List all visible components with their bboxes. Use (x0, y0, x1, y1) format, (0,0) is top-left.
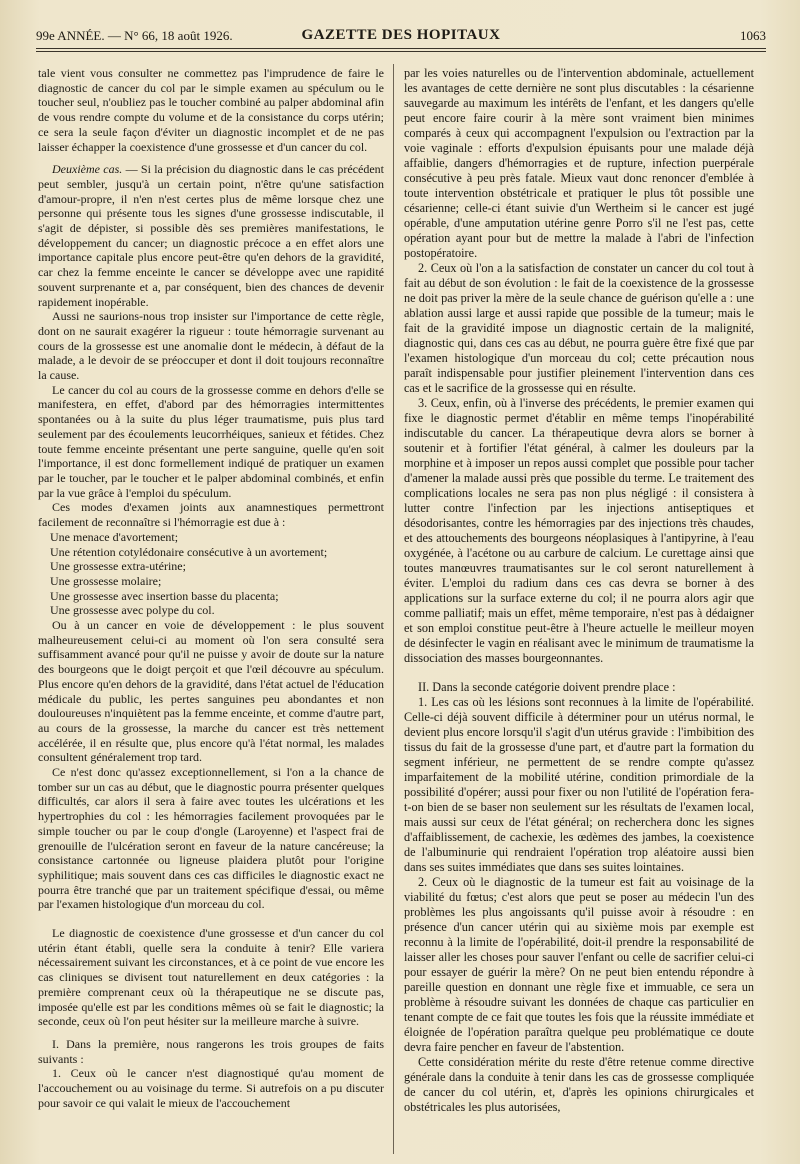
list-item: Une menace d'avortement; (50, 529, 179, 544)
paragraph: Ce n'est donc qu'assez exceptionnellement, si l'on a la chance de tomber sur un cas au début, que le diagnostic pourra présenter quelques difficultés, car alors il sera à faire avec toutes les ulcérations et les hypertrophies du col : les hémorragies facilement provoquées par le simple toucher ou par le coup d'ongle (Laroyenne) et l'aspect frai de grenouille de l'ulcération seront en faveur de la nature cancéreuse; la consistance cartonnée ou ligneuse plaidera plutôt pour l'origine syphilitique; mais souvent dans ces cas difficiles le diagnostic exact ne pourra être tranché que par un traitement spécifique d'essai, ou même par l'examen histologique d'un morceau du col. (38, 765, 384, 912)
list-item: Une grossesse avec insertion basse du placenta; (50, 588, 279, 603)
paragraph: Le cancer du col au cours de la grossesse comme en dehors d'elle se manifestera, en effet, d'abord par des hémorragies intermittentes spontanées ou à la suite du plus léger traumatisme, puis plus tard seulement par des écoulements leucorrhéiques, sanieux et fétides. Chez toute femme enceinte présentant une perte sanguine, quelle qu'en soit l'importance, il est donc formellement indiqué de pratiquer un examen par le toucher, par le toucher et le palper abdominal combinés, et enfin par la vue grâce à l'emploi du spéculum. (38, 382, 384, 500)
section-heading: I. Dans la première, nous rangerons les trois groupes de faits suivants : (38, 1037, 384, 1066)
section-heading: II. Dans la seconde catégorie doivent prendre place : (418, 680, 676, 694)
list-item: Une grossesse avec polype du col. (50, 603, 215, 618)
page-number: 1063 (740, 28, 766, 43)
list-item: Une grossesse extra-utérine; (50, 559, 186, 574)
left-column (38, 66, 384, 1111)
page-header (36, 22, 766, 46)
paragraph: Le diagnostic de coexistence d'une grossesse et d'un cancer du col utérin étant établi, quelle sera la conduite à tenir? Elle variera nécessairement suivant les circonstances, et à ce point de vue encore les cas cliniques se divisent tout naturellement en deux catégories : la première comprenant ceux où la thérapeutique ne se discute pas, imposée qu'elle est par les conditions mêmes où se fait le diagnostic; la seconde, ceux où l'on peut hésiter sur la meilleure marche à suivre. (38, 926, 384, 1029)
header-rule (36, 48, 766, 49)
paragraph: 3. Ceux, enfin, où à l'inverse des précédents, le premier examen qui fixe le diagnostic permet d'établir en même temps l'inopérabilité indiscutable du cancer. La thérapeutique devra alors se borner à soutenir et à fortifier l'état général, à calmer les douleurs par la morphine et à imposer un repos aussi complet que possible pour tacher d'amener la malade aussi près que possible du terme. Le traitement des complications locales ne sera pas non plus négligé : il consistera à lutter contre l'infection par les injections antiseptiques et désodorisantes, contre les hémorragies par des injections très chaudes, et des attouchements des bourgeons néoplasiques à l'antipyrine, à l'eau oxygénée, à l'acétone ou au carbure de calcium. Le curettage ainsi que toutes manœuvres traumatisantes sur le col seront naturellement à éviter. L'emploi du radium dans ces cas devra se borner à des applications sur la surface externe du col; il ne pourra alors agir que comme palliatif; mais un effet, même temporaire, n'est pas à dédaigner et son emploi constitue peut-être à l'heure actuelle le meilleur moyen de désinfecter le vagin en réalisant avec le minimum de traumatisme la dissociation des masses bourgeonnantes. (404, 396, 754, 665)
paragraph: 1. Les cas où les lésions sont reconnues à la limite de l'opérabilité. Celle-ci déjà souvent difficile à déterminer pour un utérus normal, le devient plus encore lorsqu'il s'agit d'un utérus gravide : l'imbibition des tissus du fait de la grossesse d'une part, et d'autre part la formation du segment inférieur, ne permettent de se rendre compte qu'assez imparfaitement de la mobilité utérine, condition primordiale de la possibilité d'opérer; aussi pour fixer ou non l'utilité de l'opération fera-t-on bien de se baser non seulement sur les résultats de l'examen local, mais aussi sur ceux de l'état général; on recherchera donc les signes d'affaiblissement, de cachexie, les œdèmes des jambes, la coexistence de l'albuminurie qui rendraient l'opération trop aléatoire aussi bien dans ses suites immédiates que dans ses suites lointaines. (404, 695, 754, 874)
paragraph: 1. Ceux où le cancer n'est diagnostiqué qu'au moment de l'accouchement ou au voisinage du terme. Si autrefois on a pu discuter pour savoir ce qui valait le mieux de l'accouchement (38, 1066, 384, 1110)
list-item: Une grossesse molaire; (50, 573, 162, 588)
column-separator (393, 64, 394, 1154)
run-in-heading: Deuxième cas. (52, 162, 123, 177)
paragraph: Aussi ne saurions-nous trop insister sur l'importance de cette règle, dont on ne saurait exagérer la rigueur : toute hémorragie survenant au cours de la grossesse est une anomalie dont le médecin, à défaut de la malade, a le devoir de se préoccuper et dont il doit toujours reconnaître la cause. (38, 309, 384, 383)
paragraph: 2. Ceux où l'on a la satisfaction de constater un cancer du col tout à fait au début de son évolution : le fait de la coexistence de la grossesse ne doit pas priver la mère de la seule chance de guérison qu'elle a : une ablation aussi large et aussi rapide que possible de la tumeur; mais le fait de la gravidité impose un diagnostic certain de la malignité, diagnostic qui, dans ces cas au début, ne pourra guère être fixé que par l'examen histologique d'un morceau du col; cette précaution nous paraît indispensable pour justifier pleinement l'intervention dans ces cas et le sacrifice de la grossesse qui en résulte. (404, 261, 754, 395)
journal-title: GAZETTE DES HOPITAUX (301, 27, 501, 43)
paragraph: par les voies naturelles ou de l'intervention abdominale, actuellement les avantages de cette dernière ne sont plus discutables : la césarienne sauvegarde au maximum les intérêts de l'enfant, et les dangers qu'elle peut encore faire courir à la mère sont vraiment bien minimes comparés à ceux qui accompagnent l'expulsion ou l'extraction par la voie vaginale : efforts d'expulsion épuisants pour une malade déjà affaiblie, dangers d'hémorragies et de rupture, infection puerpérale consécutive à peu près fatale. Mieux vaut donc renoncer d'emblée à toute intervention obstétricale et pratiquer le plus tôt possible une césarienne; celle-ci étant suivie d'un Wertheim si le cancer est jugé opérable, d'une amputation utérine genre Porro s'il ne l'est pas, cette opération ayant pour but de mettre la malade à l'abri de l'infection postopératoire. (404, 66, 754, 260)
paragraph: Cette considération mérite du reste d'être retenue comme directive générale dans la conduite à tenir dans les cas de grossesse compliquée de cancer du col utérin, et, d'après les opinions chirurgicales et obstétricales les plus autorisées, (404, 1055, 754, 1114)
paragraph: Ces modes d'examen joints aux anamnestiques permettront facilement de reconnaître si l'hémorragie est due à : (38, 500, 384, 530)
list-item: Une rétention cotylédonaire consécutive à un avortement; (50, 544, 328, 559)
paragraph: tale vient vous consulter ne commettez pas l'imprudence de faire le diagnostic de cancer du col par le simple examen au spéculum ou le toucher seul, n'oubliez pas le toucher combiné au palper abdominal afin de vous rendre compte du volume et de la consistance du corps utérin; ce sera la seule façon d'éviter un diagnostic incomplet et de ne pas laisser échapper la coexistence d'une grossesse et d'un cancer du col. (38, 66, 384, 154)
paragraph: 2. Ceux où le diagnostic de la tumeur est fait au voisinage de la viabilité du fœtus; c'est alors que peut se poser au médecin l'un des problèmes les plus angoissants qu'il puisse avoir à résoudre : en présence d'un cancer utérin qui au sixième mois par exemple est reconnu à la limite de l'opérabilité, doit-il prendre la responsabilité de laisser aller les choses pour sauver l'enfant ou celle de sacrifier celui-ci pour essayer de guérir la mère? On ne peut bien entendu répondre à pareille question en donnant une règle fixe et immuable, ce sera un problème à résoudre suivant les données de chaque cas particulier en tenant compte de ce fait que toutes les fois que la réussite immédiate et éloignée de l'opération paraîtra quelque peu problématique ce doute devra faire pencher en faveur de l'abstention. (404, 875, 754, 1054)
right-column (404, 66, 754, 1115)
paragraph: Deuxième cas. — Si la précision du diagnostic dans le cas précédent peut sembler, jusqu'à un certain point, n'être qu'une satisfaction d'amour-propre, il n'en n'est certes plus de même lorsque chez une personne qui présente tous les signes d'une grossesse indiscutable, il s'agit de dépister, si possible dès ses premières manifestations, le développement du cancer; un diagnostic précoce a en effet alors une importance capitale plus encore peut-être qu'en dehors de la gravidité, car chez la femme enceinte le cancer se développe avec une rapidité souvent surprenante et a, par conséquent, bien des chances de devenir rapidement inopérable. (38, 162, 384, 309)
paragraph: Ou à un cancer en voie de développement : le plus souvent malheureusement celui-ci au moment où l'on sera consulté sera suffisamment avancé pour qu'il ne puisse y avoir de doute sur la nature des bourgeons que le doigt perçoit et que l'œil découvre au spéculum. Plus encore qu'en dehors de la gravidité, dans l'état actuel de l'éducation médicale du public, les pertes sanguines peu abondantes et non douloureuses n'inquiètent pas la femme enceinte, et comme d'autre part, au cours de la grossesse, la marche du cancer est très nettement accélérée, il en résulte que, plus encore qu'à l'état normal, les malades consultent généralement trop tard. (38, 618, 384, 765)
issue-line: 99e ANNÉE. — N° 66, 18 août 1926. (36, 28, 233, 43)
header-rule-double (36, 51, 766, 52)
